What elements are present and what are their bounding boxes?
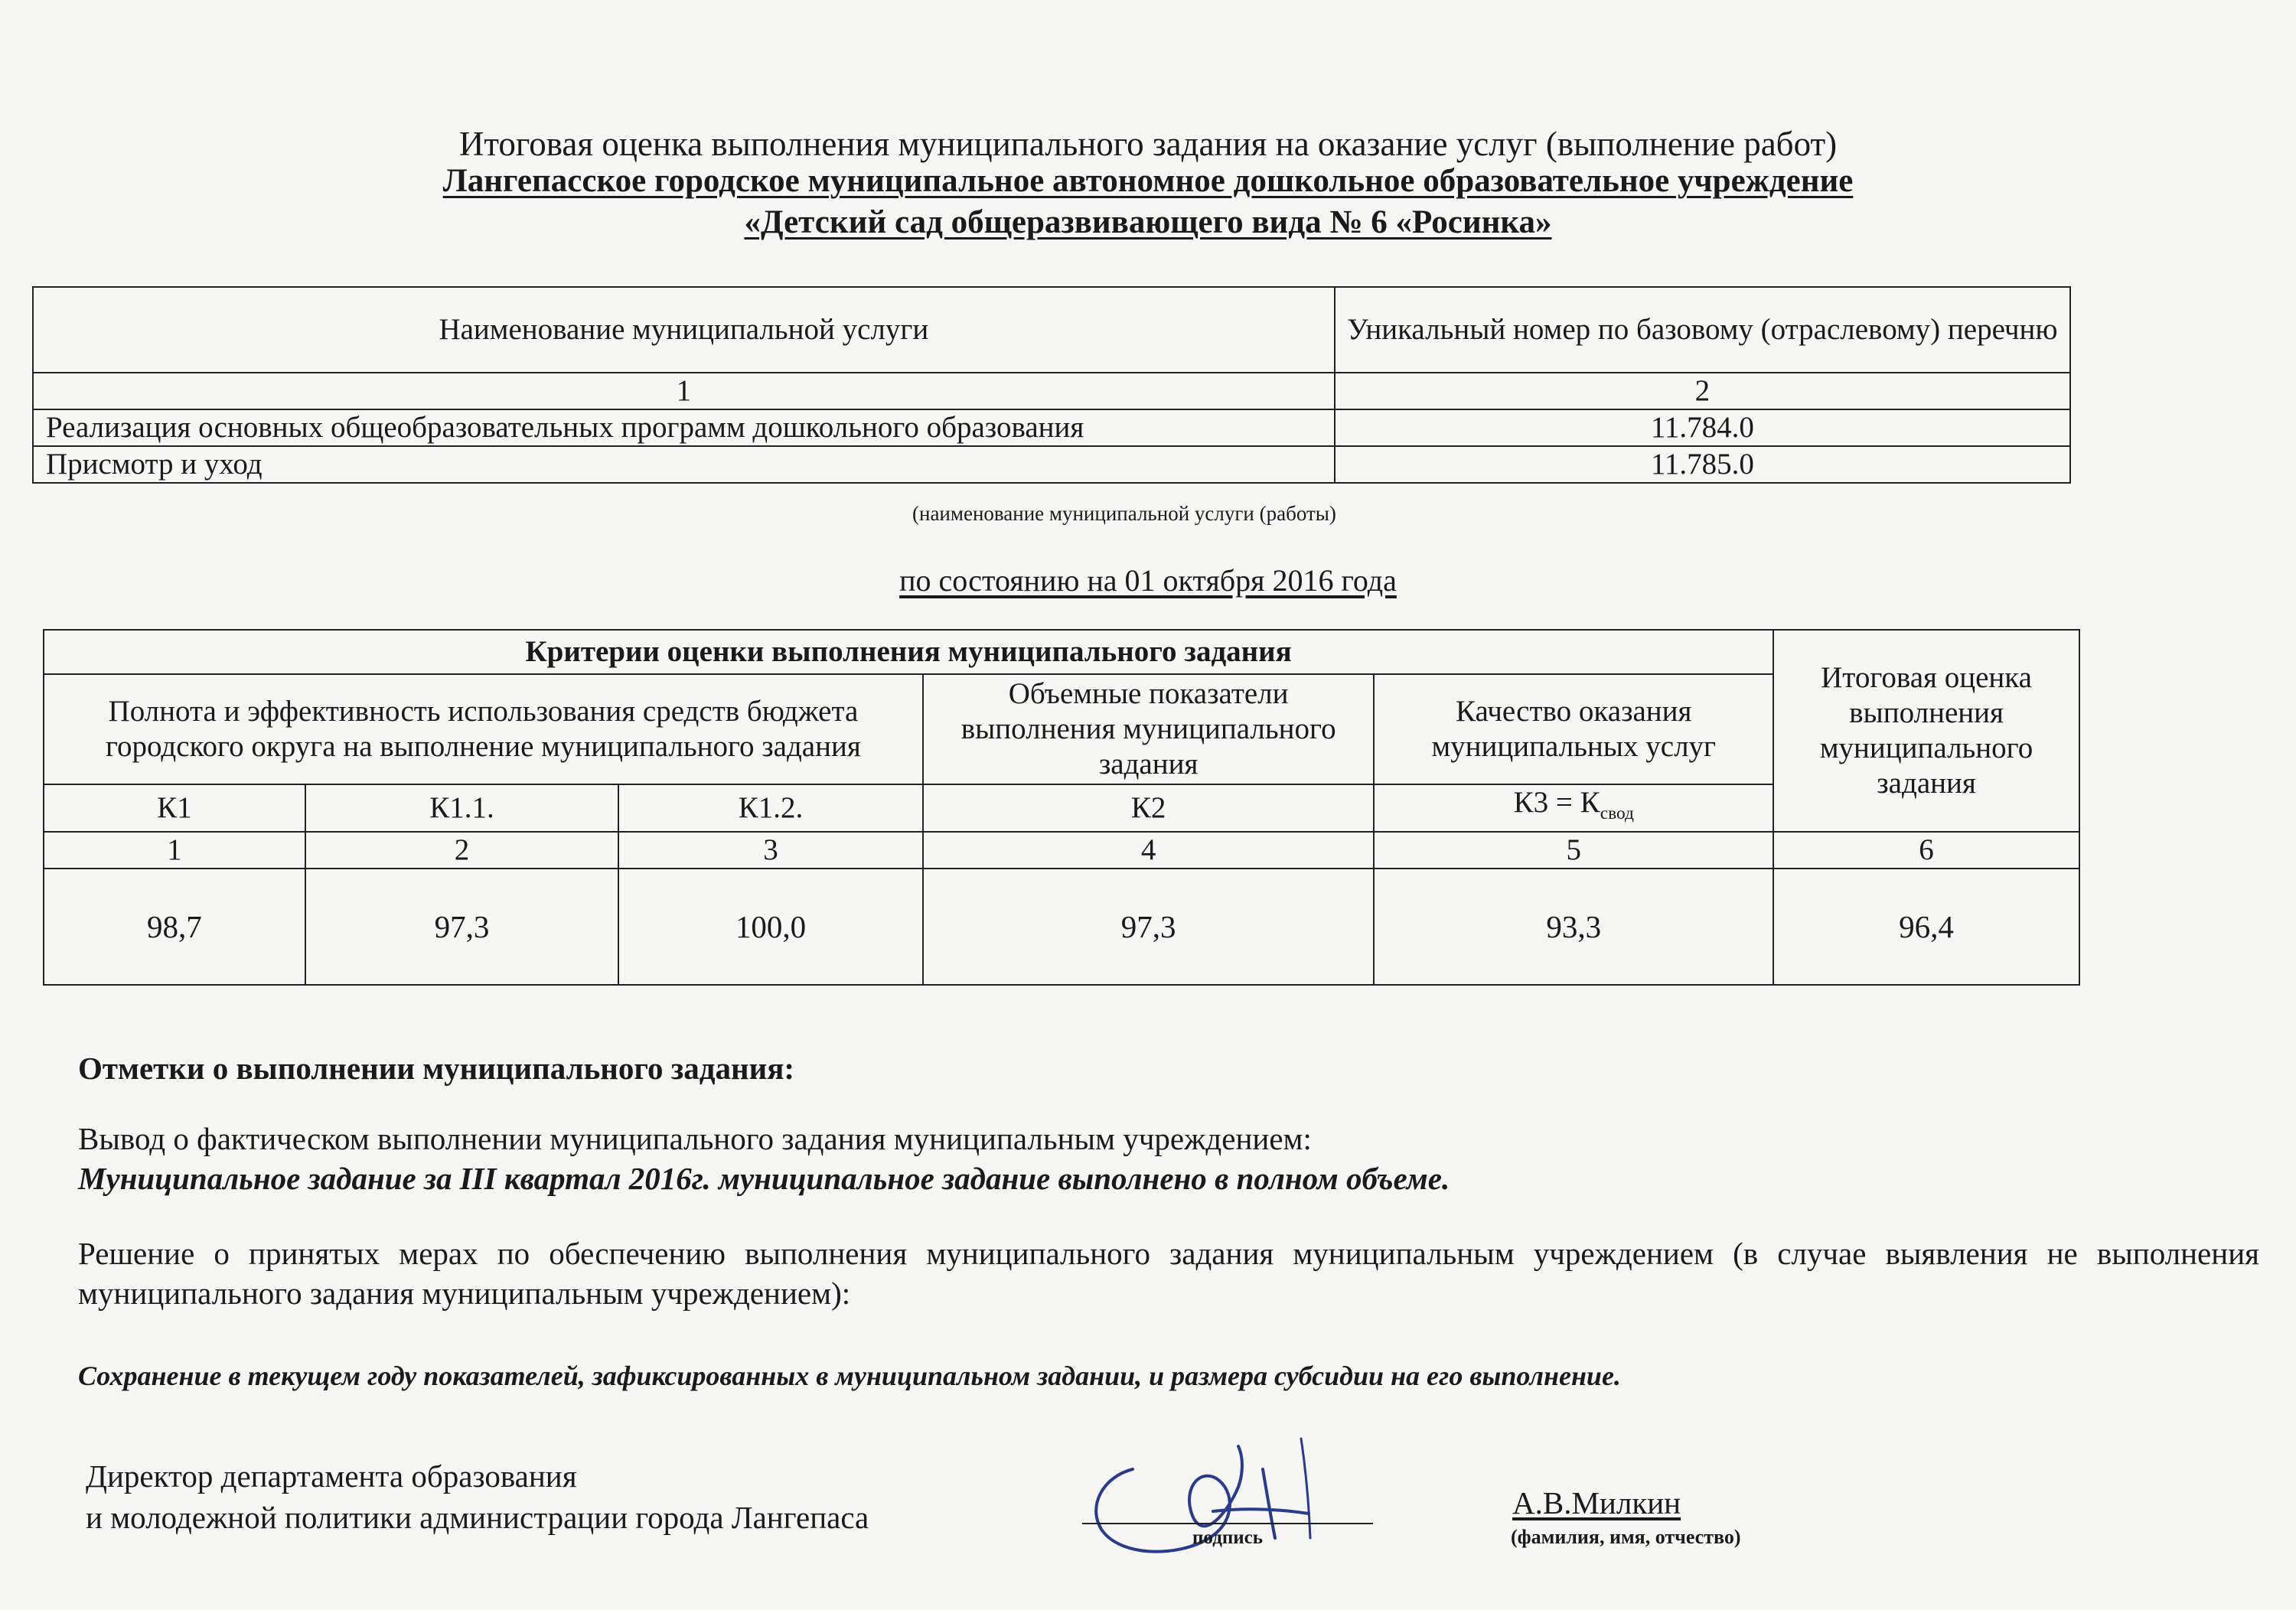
code-k1: К1 (44, 784, 305, 832)
signer-position-line-1: Директор департамента образования (86, 1458, 577, 1494)
signer-position-line-2: и молодежной политики администрации города Лангепаса (86, 1500, 869, 1535)
services-colnum-1: 1 (33, 373, 1335, 409)
final-score-header: Итоговая оценка выполнения муниципального задания (1773, 630, 2079, 832)
service-row-1-code: 11.784.0 (1335, 409, 2070, 446)
signature-line (1082, 1523, 1373, 1524)
services-caption: (наименование муниципальной услуги (работы) (912, 502, 1336, 525)
criteria-colnum-1: 1 (44, 832, 305, 869)
conclusion-label: Вывод о фактическом выполнении муниципального задания муниципальным учреждением: (78, 1121, 1312, 1156)
code-k3-main: К3 = К (1513, 786, 1600, 819)
value-k1-1: 97,3 (305, 869, 619, 985)
criteria-colnum-3: 3 (618, 832, 923, 869)
organization-line-2: «Детский сад общеразвивающего вида № 6 «Росинка» (744, 204, 1552, 240)
criteria-colnum-6: 6 (1773, 832, 2079, 869)
value-final: 96,4 (1773, 869, 2079, 985)
services-header-name: Наименование муниципальной услуги (33, 287, 1335, 373)
criteria-table (43, 629, 2080, 986)
as-of-date (0, 562, 2296, 600)
code-k3 (1374, 784, 1773, 832)
service-row-2-code: 11.785.0 (1335, 446, 2070, 483)
services-colnum-2: 2 (1335, 373, 2070, 409)
criteria-colnum-5: 5 (1374, 832, 1773, 869)
volume-header: Объемные показатели выполнения муниципального задания (923, 674, 1375, 784)
criteria-colnum-2: 2 (305, 832, 619, 869)
decision-text: Сохранение в текущем году показателей, зафиксированных в муниципальном задании, и размера субсидии на его выполнение. (78, 1361, 1621, 1391)
service-row-2-name: Присмотр и уход (33, 446, 1335, 483)
handwritten-signature (1079, 1423, 1401, 1576)
document-title: Итоговая оценка выполнения муниципального задания на оказание услуг (выполнение работ) (458, 125, 1838, 163)
signer-name-caption: (фамилия, имя, отчество) (1511, 1526, 1741, 1548)
signature-caption: подпись (1192, 1527, 1263, 1548)
services-header-code: Уникальный номер по базовому (отраслевому) перечню (1335, 287, 2070, 373)
value-k2: 97,3 (923, 869, 1375, 985)
organization-name (0, 161, 2296, 243)
value-k1: 98,7 (44, 869, 305, 985)
code-k2: К2 (923, 784, 1375, 832)
services-table (32, 286, 2071, 484)
value-k3: 93,3 (1374, 869, 1773, 985)
code-k1-2: К1.2. (618, 784, 923, 832)
quality-header: Качество оказания муниципальных услуг (1374, 674, 1773, 784)
organization-line-1: Лангепасское городское муниципальное автономное дошкольное образовательное учреждение (442, 163, 1854, 199)
criteria-colnum-4: 4 (923, 832, 1375, 869)
as-of-date-text: по состоянию на 01 октября 2016 года (899, 563, 1397, 598)
conclusion-text: Муниципальное задание за III квартал 2016г. муниципальное задание выполнено в полном объеме. (78, 1161, 1450, 1196)
code-k3-subscript: свод (1600, 803, 1634, 823)
value-k1-2: 100,0 (618, 869, 923, 985)
signer-name: А.В.Милкин (1512, 1485, 1681, 1520)
notes-heading: Отметки о выполнении муниципального задания: (78, 1051, 795, 1086)
code-k1-1: К1.1. (305, 784, 619, 832)
decision-label: Решение о принятых мерах по обеспечению выполнения муниципального задания муниципальным учреждением (в случае выявления не выполнения муниципального задания муниципальным учреждением): (78, 1236, 2259, 1311)
criteria-group-header: Критерии оценки выполнения муниципального задания (44, 630, 1773, 674)
signer-position (86, 1455, 869, 1538)
service-row-1-name: Реализация основных общеобразовательных программ дошкольного образования (33, 409, 1335, 446)
budget-header: Полнота и эффективность использования средств бюджета городского округа на выполнение муниципального задания (44, 674, 923, 784)
